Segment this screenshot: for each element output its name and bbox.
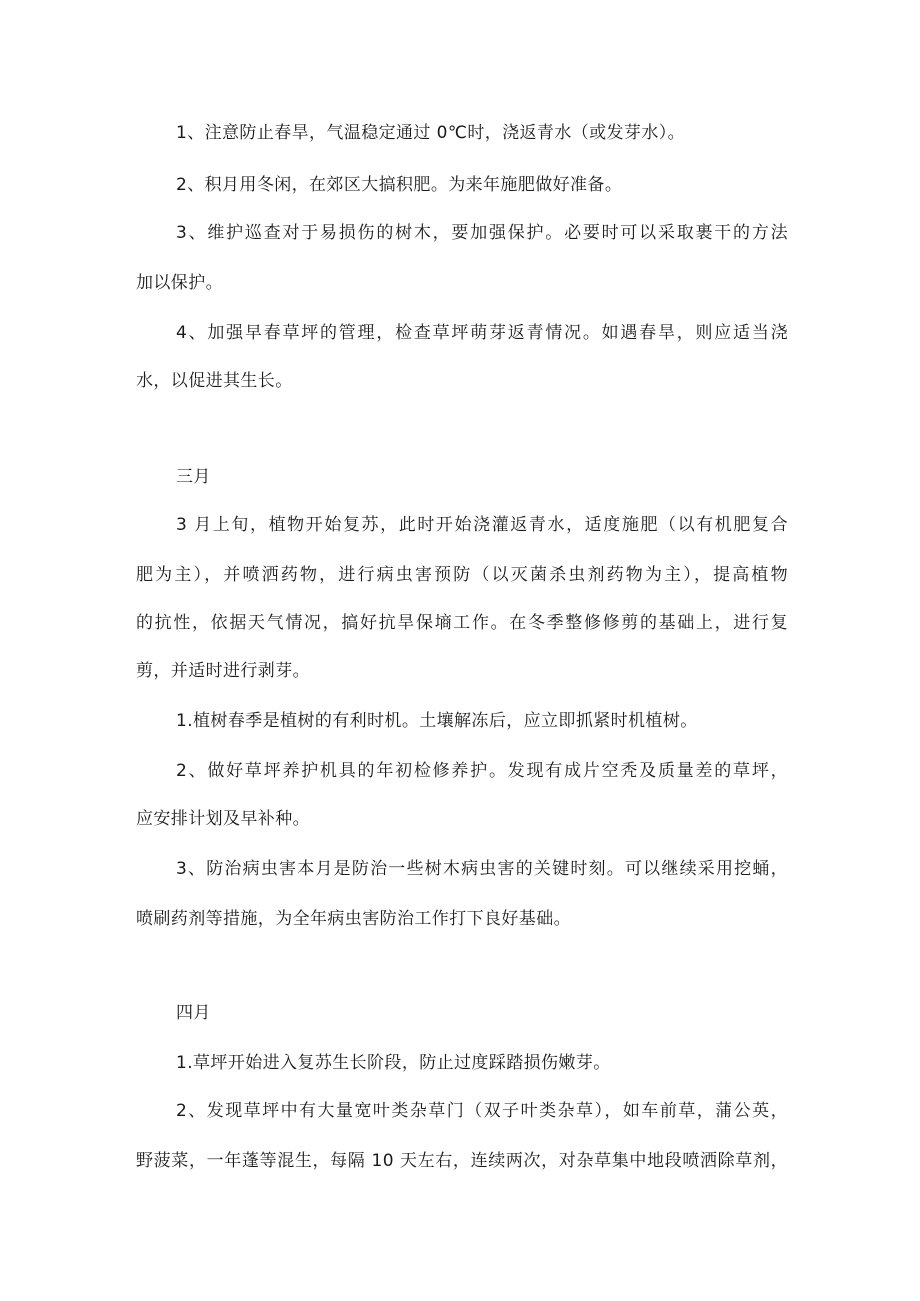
april-item-2-line-1: 2、发现草坪中有大量宽叶类杂草门（双子叶类杂草），如车前草，蒲公英，	[176, 1101, 788, 1121]
feb-item-4-line-2: 水，以促进其生长。	[136, 371, 293, 391]
march-item-2-line-2: 应安排计划及早补种。	[136, 809, 310, 829]
april-item-1: 1.草坪开始进入复苏生长阶段，防止过度踩踏损伤嫩芽。	[176, 1053, 611, 1073]
march-intro-line-4: 剪，并适时进行剥芽。	[136, 661, 310, 681]
march-item-3-line-1: 3、防治病虫害本月是防治一些树木病虫害的关键时刻。可以继续采用挖蛹，	[176, 859, 788, 879]
march-item-2-line-1: 2、做好草坪养护机具的年初检修养护。发现有成片空秃及质量差的草坪，	[176, 761, 788, 781]
april-item-2-line-2: 野菠菜，一年蓬等混生，每隔 10 天左右，连续两次，对杂草集中地段喷洒除草剂，	[136, 1151, 788, 1171]
march-intro-line-1: 3 月上旬，植物开始复苏，此时开始浇灌返青水，适度施肥（以有机肥复合	[176, 515, 788, 535]
april-heading: 四月	[176, 1003, 211, 1023]
march-intro-line-3: 的抗性，依据天气情况，搞好抗旱保墒工作。在冬季整修修剪的基础上，进行复	[136, 613, 788, 633]
march-item-1: 1.植树春季是植树的有利时机。土壤解冻后，应立即抓紧时机植树。	[176, 711, 698, 731]
feb-item-3-line-2: 加以保护。	[136, 273, 223, 293]
feb-item-4-line-1: 4、加强早春草坪的管理，检查草坪萌芽返青情况。如遇春旱，则应适当浇	[176, 323, 788, 343]
march-intro-line-2: 肥为主），并喷洒药物，进行病虫害预防（以灭菌杀虫剂药物为主），提高植物	[136, 565, 788, 585]
feb-item-3-line-1: 3、维护巡查对于易损伤的树木，要加强保护。必要时可以采取裹干的方法	[176, 223, 788, 243]
feb-item-2: 2、积月用冬闲，在郊区大搞积肥。为来年施肥做好准备。	[176, 175, 623, 195]
march-heading: 三月	[176, 467, 211, 487]
march-item-3-line-2: 喷刷药剂等措施，为全年病虫害防治工作打下良好基础。	[136, 909, 571, 929]
feb-item-1: 1、注意防止春旱，气温稳定通过 0℃时，浇返青水（或发芽水）。	[176, 123, 686, 143]
